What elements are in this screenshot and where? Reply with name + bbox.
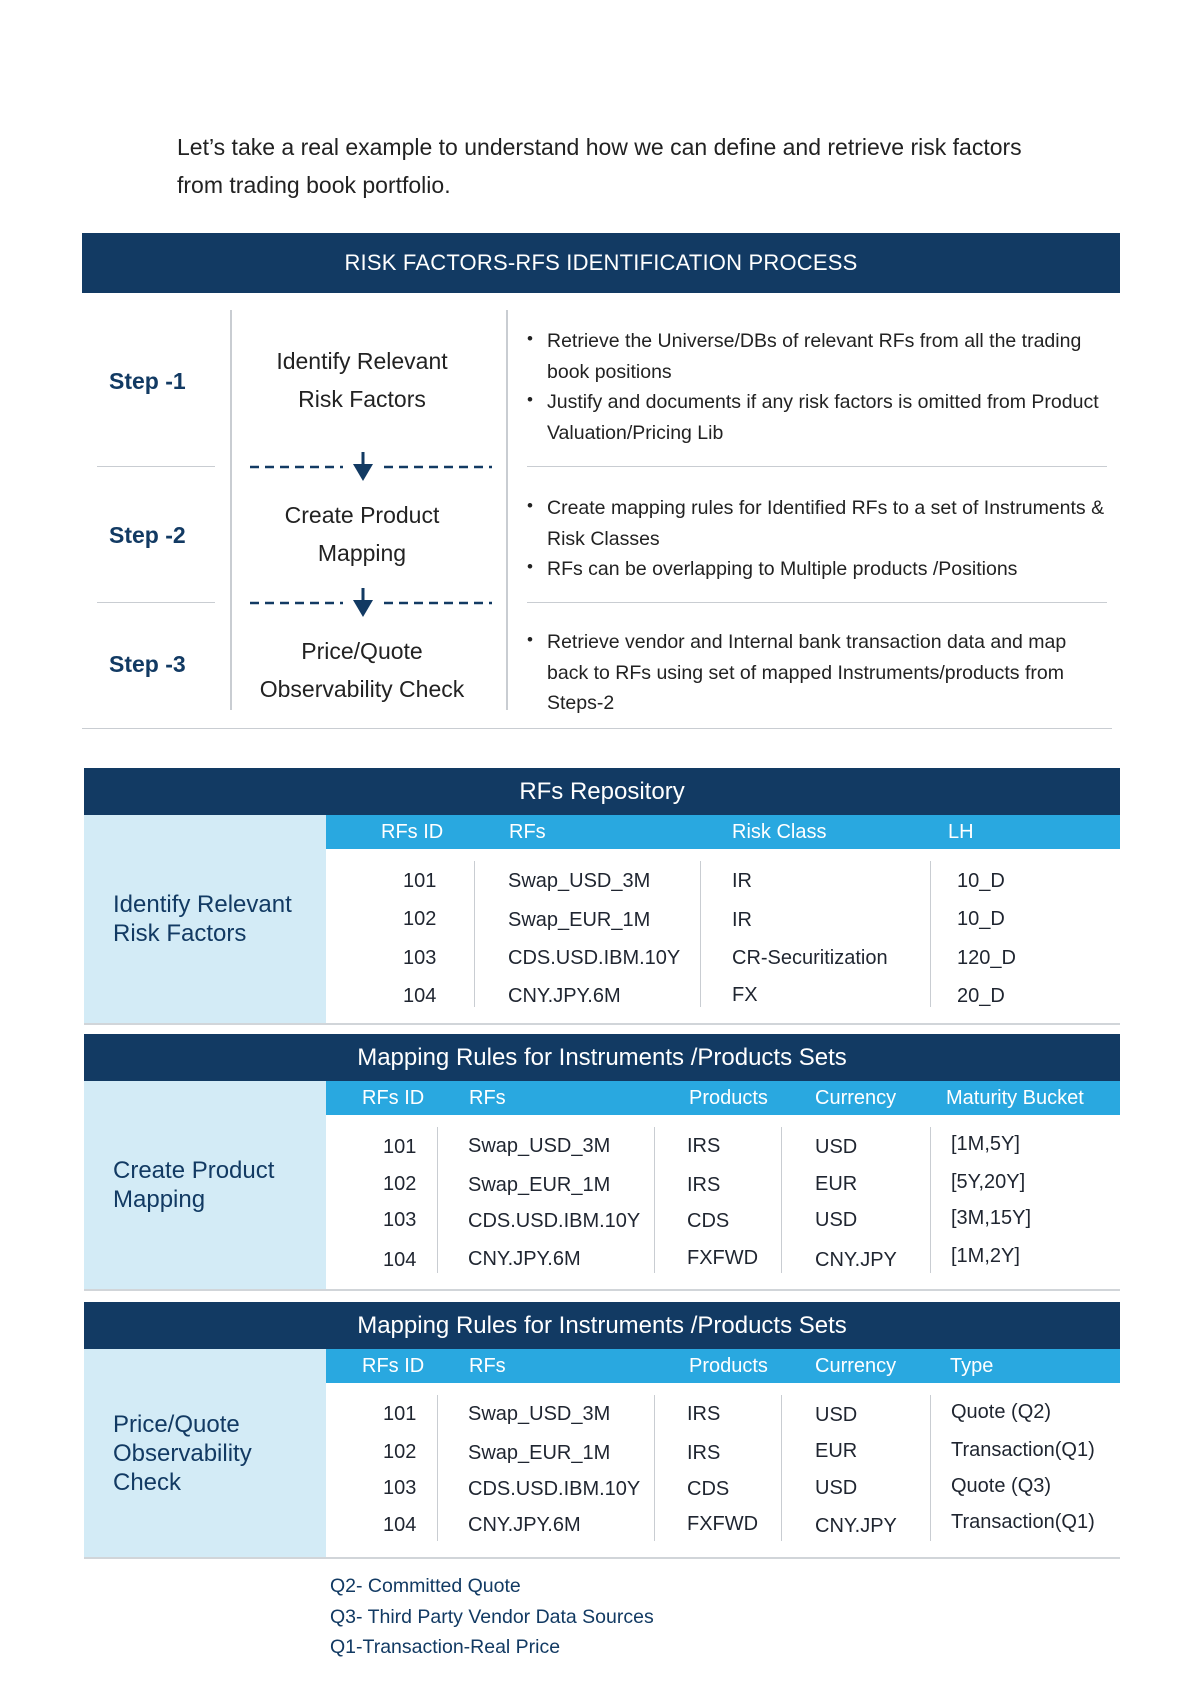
table-cell: CNY.JPY (815, 1515, 897, 1537)
table-cell: Swap_EUR_1M (508, 909, 651, 931)
table-cell: Transaction(Q1) (951, 1511, 1095, 1533)
column-header: Type (950, 1355, 994, 1377)
column-header: Risk Class (732, 821, 827, 843)
table-title: RFs Repository (84, 768, 1120, 815)
table-cell: 103 (403, 947, 437, 969)
column-divider (437, 1395, 438, 1541)
table-cell: 102 (403, 908, 437, 930)
table-cell: IRS (687, 1403, 721, 1425)
table-cell: CDS.USD.IBM.10Y (508, 947, 681, 969)
table-column-headers (326, 815, 1120, 849)
step-1-label: Step -1 (109, 368, 186, 394)
table-cell: Swap_EUR_1M (468, 1174, 611, 1196)
table-cell: Swap_USD_3M (508, 870, 651, 892)
process-bottom-rule (82, 728, 1112, 729)
table-cell: IR (732, 909, 752, 931)
table-cell: CNY.JPY.6M (468, 1514, 581, 1536)
rfs-repository-table (84, 768, 1120, 1025)
column-divider (700, 861, 701, 1007)
bullet-item: • Justify and documents if any risk factors is omitted from Product Valuation/Pricing Lib (527, 387, 1107, 448)
table-body (84, 1081, 1120, 1291)
column-header: RFs ID (381, 821, 444, 843)
table-cell: 101 (403, 870, 437, 892)
footnotes (330, 1571, 654, 1663)
step-1-bullets (527, 326, 1107, 448)
table-cell: [3M,15Y] (951, 1207, 1032, 1229)
table-cell: CDS (687, 1210, 730, 1232)
table-column-headers (326, 1081, 1120, 1115)
bullet-item: • Retrieve vendor and Internal bank transaction data and map back to RFs using set of mapped Instruments/products from Steps-2 (527, 627, 1107, 719)
column-divider (781, 1127, 782, 1273)
table-cell: 103 (383, 1209, 417, 1231)
step-separator-right (527, 602, 1107, 603)
table-cell: 10_D (957, 908, 1005, 930)
process-header (82, 233, 1120, 293)
table-cell: [1M,2Y] (951, 1245, 1020, 1267)
table-cell: Swap_USD_3M (468, 1135, 611, 1157)
table-cell: CDS.USD.IBM.10Y (468, 1478, 641, 1500)
table-column-headers (326, 1349, 1120, 1383)
step-2-label: Step -2 (109, 522, 186, 548)
table-cell: USD (815, 1209, 858, 1231)
table-title: Mapping Rules for Instruments /Products Sets (84, 1034, 1120, 1081)
column-divider (654, 1395, 655, 1541)
column-divider (930, 861, 931, 1007)
table-cell: [1M,5Y] (951, 1133, 1020, 1155)
intro-paragraph: Let’s take a real example to understand how we can define and retrieve risk factors from trading book portfolio. (177, 134, 1022, 198)
column-header: RFs ID (362, 1087, 425, 1109)
table-cell: IRS (687, 1135, 721, 1157)
table-cell: Swap_USD_3M (468, 1403, 611, 1425)
table-cell: USD (815, 1404, 858, 1426)
column-header: LH (948, 821, 974, 843)
step-1-title: Identify Relevant Risk Factors (276, 348, 448, 412)
down-arrow-icon (250, 586, 492, 620)
process-diagram (82, 310, 1120, 730)
step-separator-right (527, 466, 1107, 467)
footnote: Q3- Third Party Vendor Data Sources (330, 1605, 654, 1628)
column-header: Products (689, 1087, 768, 1109)
table-cell: Quote (Q2) (951, 1401, 1052, 1423)
table-cell: EUR (815, 1173, 858, 1195)
column-divider (781, 1395, 782, 1541)
bullet-item: • Retrieve the Universe/DBs of relevant RFs from all the trading book positions (527, 326, 1107, 387)
table-cell: FX (732, 984, 758, 1006)
table-cell: 120_D (957, 947, 1016, 969)
column-divider (474, 861, 475, 1007)
process-divider-right (506, 310, 508, 710)
footnote: Q2- Committed Quote (330, 1575, 521, 1597)
table-cell: CR-Securitization (732, 947, 888, 969)
step-3-title: Price/Quote Observability Check (259, 638, 465, 702)
column-header: RFs (509, 821, 546, 843)
table-cell: [5Y,20Y] (951, 1171, 1026, 1193)
table-side-label: Identify Relevant Risk Factors (84, 815, 326, 1023)
column-divider (930, 1395, 931, 1541)
column-header: RFs ID (362, 1355, 425, 1377)
mapping-rules-table (84, 1034, 1120, 1291)
table-cell: 10_D (957, 870, 1005, 892)
step-separator-left (97, 466, 215, 467)
table-body (84, 815, 1120, 1025)
column-header: RFs (469, 1087, 506, 1109)
table-cell: Transaction(Q1) (951, 1439, 1095, 1461)
table-cell: CNY.JPY.6M (468, 1248, 581, 1270)
column-divider (654, 1127, 655, 1273)
column-divider (930, 1127, 931, 1273)
table-cell: 104 (383, 1249, 417, 1271)
table-cell: USD (815, 1477, 858, 1499)
table-body (84, 1349, 1120, 1559)
step-separator-left (97, 602, 215, 603)
table-cell: 101 (383, 1136, 417, 1158)
table-cell: FXFWD (687, 1247, 759, 1269)
column-header: RFs (469, 1355, 506, 1377)
column-header: Maturity Bucket (946, 1087, 1084, 1109)
column-divider (437, 1127, 438, 1273)
table-cell: IR (732, 870, 752, 892)
table-cell: 101 (383, 1403, 417, 1425)
table-cell: 104 (403, 985, 437, 1007)
table-cell: EUR (815, 1440, 858, 1462)
table-side-label: Price/Quote Observability Check (84, 1349, 326, 1557)
bullet-item: • RFs can be overlapping to Multiple products /Positions (527, 554, 1107, 585)
down-arrow-icon (250, 450, 492, 484)
table-cell: 102 (383, 1173, 417, 1195)
table-cell: CNY.JPY.6M (508, 985, 621, 1007)
step-2-title: Create Product Mapping (284, 502, 440, 566)
table-cell: IRS (687, 1442, 721, 1464)
process-title: RISK FACTORS-RFS IDENTIFICATION PROCESS (344, 250, 858, 275)
step-3-label: Step -3 (109, 651, 186, 677)
step-2-bullets (527, 493, 1107, 585)
table-cell: USD (815, 1136, 858, 1158)
table-cell: CDS (687, 1478, 730, 1500)
table-cell: CDS.USD.IBM.10Y (468, 1210, 641, 1232)
table-cell: 102 (383, 1441, 417, 1463)
table-cell: 20_D (957, 985, 1005, 1007)
table-cell: Swap_EUR_1M (468, 1442, 611, 1464)
table-cell: Quote (Q3) (951, 1475, 1052, 1497)
bullet-item: • Create mapping rules for Identified RFs to a set of Instruments & Risk Classes (527, 493, 1107, 554)
table-cell: 103 (383, 1477, 417, 1499)
column-header: Currency (815, 1087, 897, 1109)
table-cell: IRS (687, 1174, 721, 1196)
table-title: Mapping Rules for Instruments /Products Sets (84, 1302, 1120, 1349)
table-cell: 104 (383, 1514, 417, 1536)
column-header: Products (689, 1355, 768, 1377)
table-cell: CNY.JPY (815, 1249, 897, 1271)
step-3-bullets (527, 627, 1107, 719)
footnote: Q1-Transaction-Real Price (330, 1636, 561, 1658)
observability-table (84, 1302, 1120, 1559)
table-side-label: Create Product Mapping (84, 1081, 326, 1289)
table-cell: FXFWD (687, 1513, 759, 1535)
column-header: Currency (815, 1355, 897, 1377)
